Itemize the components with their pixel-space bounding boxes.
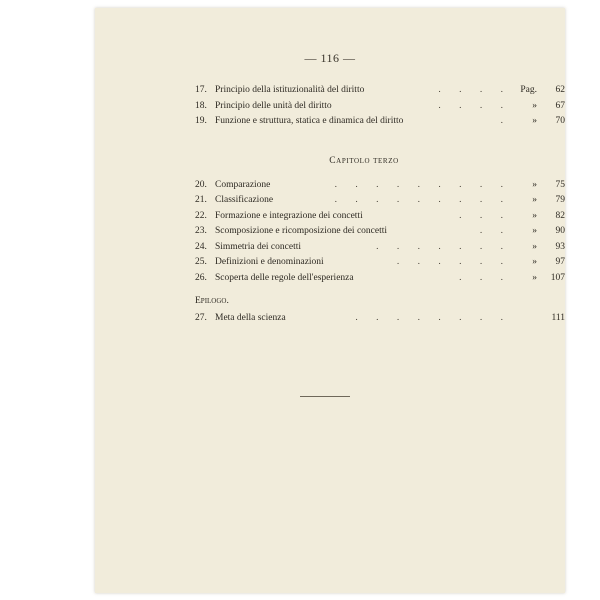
toc-entry — [195, 178, 567, 194]
book-page — [95, 8, 565, 593]
entry-number: 17. — [195, 85, 207, 95]
dot-leader: . . . . . . . . . — [334, 179, 511, 190]
entry-title: Classificazione — [215, 195, 274, 205]
entry-page: 82 — [555, 210, 565, 221]
page-prefix: » — [532, 272, 537, 283]
dot-leader: . . . . . . . . . — [334, 195, 511, 205]
entry-number: 23. — [195, 226, 207, 236]
entry-title: Meta della scienza — [215, 313, 286, 323]
entry-number: 19. — [195, 116, 207, 126]
toc-entry — [195, 209, 567, 225]
dot-leader: . . . . . . . . — [355, 313, 511, 323]
toc-entry — [195, 271, 567, 287]
dot-leader: . . . — [459, 210, 511, 221]
entry-page: 107 — [550, 272, 565, 283]
dot-leader: . — [500, 116, 511, 126]
page-prefix: » — [532, 210, 537, 221]
entry-title: Formazione e integrazione dei concetti — [215, 210, 363, 221]
page-prefix: » — [532, 116, 537, 126]
toc-entry — [195, 240, 567, 256]
entry-number: 25. — [195, 257, 207, 267]
entry-page: 62 — [555, 85, 565, 95]
end-rule — [300, 396, 350, 397]
entry-title: Scomposizione e ricomposizione dei concetti — [215, 226, 388, 236]
entry-number: 26. — [195, 272, 207, 283]
entry-page: 75 — [555, 179, 565, 190]
entry-page: 111 — [551, 313, 565, 323]
entry-title: Principio delle unità del diritto — [215, 100, 332, 111]
entry-number: 27. — [195, 313, 207, 323]
entry-title: Scoperta delle regole dell'esperienza — [215, 272, 354, 283]
page-prefix: » — [532, 179, 537, 190]
entry-title: Definizioni e denominazioni — [215, 257, 324, 267]
dot-leader: . . — [479, 226, 511, 236]
entry-title: Comparazione — [215, 179, 271, 190]
toc-entry — [195, 83, 567, 99]
entry-page: 79 — [555, 195, 565, 205]
entry-number: 18. — [195, 100, 207, 111]
table-of-contents — [195, 83, 567, 327]
page-prefix: » — [532, 100, 537, 111]
entry-title: Funzione e struttura, statica e dinamica del diritto — [215, 116, 404, 126]
page-prefix: Pag. — [520, 85, 537, 95]
toc-entry — [195, 224, 567, 240]
toc-entry — [195, 114, 567, 130]
dot-leader: . . . . — [438, 85, 511, 95]
entry-number: 24. — [195, 241, 207, 252]
page-number: — 116 — — [304, 51, 356, 65]
page-prefix: » — [532, 257, 537, 267]
entry-page: 90 — [555, 226, 565, 236]
toc-entry — [195, 99, 567, 115]
page-prefix: » — [532, 195, 537, 205]
toc-entry — [195, 311, 567, 327]
entry-page: 67 — [555, 100, 565, 111]
chapter-heading: Capitolo terzo — [329, 155, 399, 166]
dot-leader: . . . . . . . — [376, 241, 511, 252]
dot-leader: . . . . . . — [396, 257, 511, 267]
toc-entry — [195, 193, 567, 209]
dot-leader: . . . . — [438, 100, 511, 111]
entry-number: 21. — [195, 195, 207, 205]
entry-number: 22. — [195, 210, 207, 221]
entry-page: 70 — [555, 116, 565, 126]
page-prefix: » — [532, 241, 537, 252]
entry-title: Simmetria dei concetti — [215, 241, 302, 252]
page-prefix: » — [532, 226, 537, 236]
dot-leader: . . . — [459, 272, 511, 283]
entry-page: 97 — [555, 257, 565, 267]
entry-title: Principio della istituzionalità del diritto — [215, 85, 365, 95]
entry-number: 20. — [195, 179, 207, 190]
entry-page: 93 — [555, 241, 565, 252]
epilogue-heading: Epilogo. — [195, 296, 229, 306]
toc-entry — [195, 255, 567, 271]
